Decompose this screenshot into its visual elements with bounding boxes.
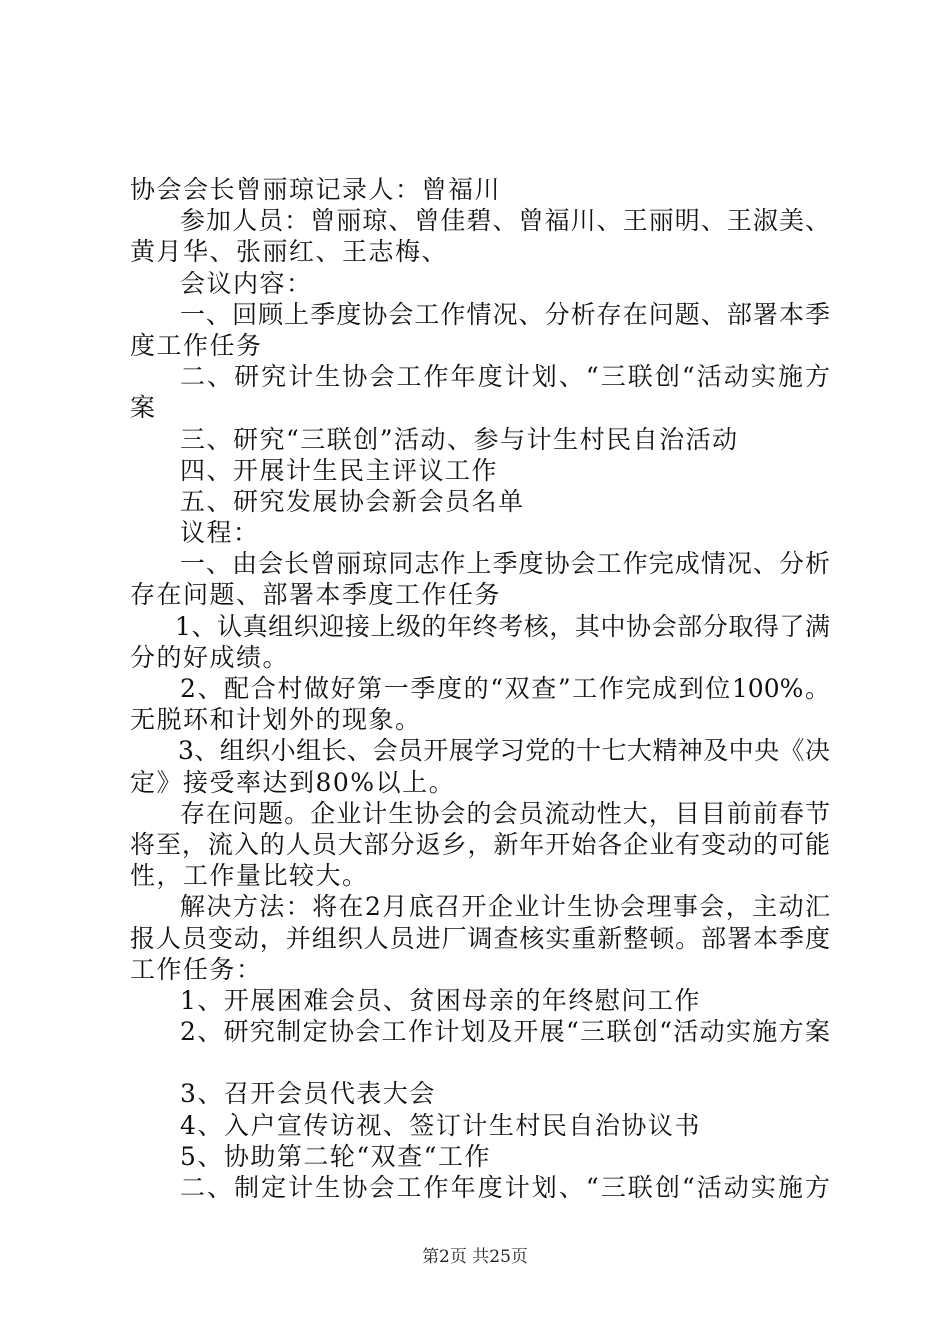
text-line: 存在问题。企业计生协会的会员流动性大，目目前前春节 [180, 798, 830, 828]
text-line: 无脱环和计划外的现象。 [130, 705, 422, 735]
text-line: 1、认真组织迎接上级的年终考核，其中协会部分取得了满 [175, 611, 830, 641]
text-line: 二、研究计生协会工作年度计划、“三联创“活动实施方 [180, 362, 830, 392]
text-line: 五、研究发展协会新会员名单 [180, 486, 525, 516]
text-line: 度工作任务 [130, 330, 263, 360]
text-line: 将至，流入的人员大部分返乡，新年开始各企业有变动的可能 [130, 829, 830, 859]
text-line: 分的好成绩。 [130, 642, 290, 672]
text-line: 一、回顾上季度协会工作情况、分析存在问题、部署本季 [180, 299, 830, 329]
text-line: 三、研究“三联创”活动、参与计生村民自治活动 [180, 424, 739, 454]
text-line: 性，工作量比较大。 [130, 861, 369, 891]
text-line: 5、协助第二轮“双查“工作 [180, 1141, 491, 1171]
page-number-footer: 第2页 共25页 [422, 1247, 528, 1267]
text-line: 二、制定计生协会工作年度计划、“三联创“活动实施方 [180, 1173, 830, 1202]
text-line: 存在问题、部署本季度工作任务 [130, 580, 502, 610]
text-line: 2、配合村做好第一季度的“双查”工作完成到位100%。 [180, 674, 830, 703]
text-line: 黄月华、张丽红、王志梅、 [130, 237, 449, 267]
text-line: 协会会长曾丽琼记录人：曾福川 [130, 175, 502, 204]
text-line: 一、由会长曾丽琼同志作上季度协会工作完成情况、分析 [180, 549, 830, 579]
text-line: 工作任务： [130, 954, 263, 984]
text-line: 参加人员：曾丽琼、曾佳碧、曾福川、王丽明、王淑美、 [180, 206, 830, 236]
blank-line [130, 1047, 830, 1078]
text-line: 3、召开会员代表大会 [180, 1079, 436, 1109]
document-body [130, 174, 830, 1203]
text-line: 会议内容： [180, 268, 313, 298]
text-line: 1、开展困难会员、贫困母亲的年终慰问工作 [180, 985, 701, 1015]
text-line: 3、组织小组长、会员开展学习党的十七大精神及中央《决 [178, 736, 830, 766]
text-line: 4、入户宣传访视、签订计生村民自治协议书 [180, 1110, 701, 1140]
text-line: 解决方法：将在2月底召开企业计生协会理事会，主动汇 [180, 892, 830, 922]
text-line: 案 [130, 393, 157, 423]
text-line: 四、开展计生民主评议工作 [180, 455, 499, 485]
text-line: 议程： [180, 518, 260, 548]
text-line: 2、研究制定协会工作计划及开展“三联创“活动实施方案 [180, 1017, 830, 1047]
text-line: 报人员变动，并组织人员进厂调查核实重新整顿。部署本季度 [130, 923, 830, 953]
text-line: 定》接受率达到80%以上。 [130, 767, 456, 797]
